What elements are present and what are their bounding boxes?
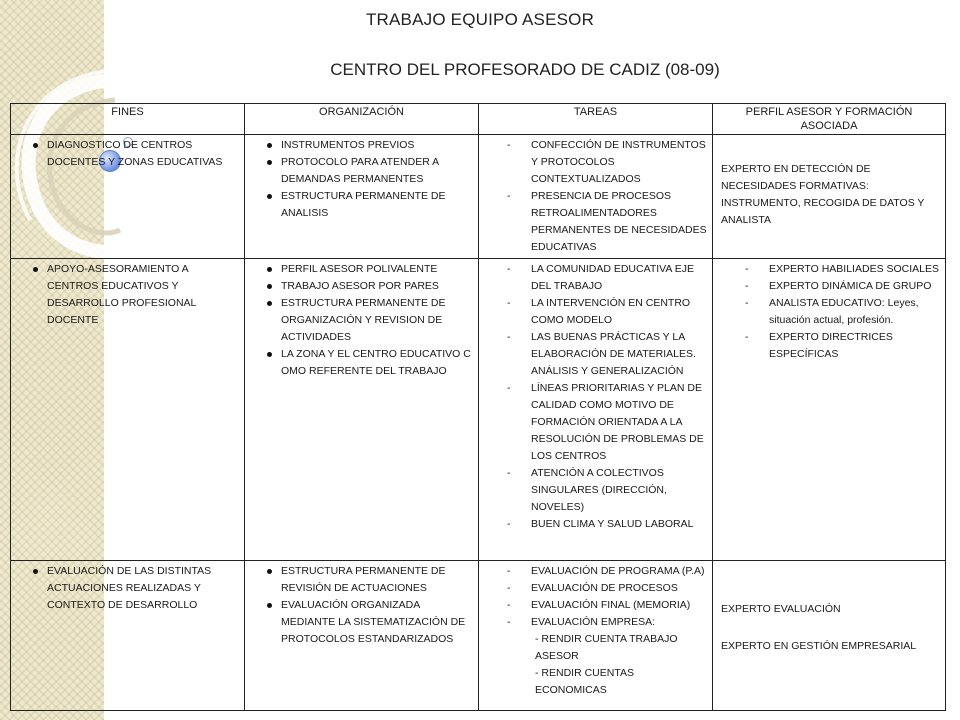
list-item: TRABAJO ASESOR POR PARES	[249, 278, 474, 295]
cell-organizacion	[245, 135, 479, 259]
cell-fines	[11, 135, 245, 259]
header-organizacion: ORGANIZACIÓN	[245, 104, 479, 135]
list-item: INSTRUMENTOS PREVIOS	[249, 137, 474, 154]
list-item: PROTOCOLO PARA ATENDER A DEMANDAS PERMANENTES	[249, 154, 474, 188]
list-item: - LÍNEAS PRIORITARIAS Y PLAN DE CALIDAD COMO MOTIVO DE FORMACIÓN ORIENTADA A LA RESOLUCIÓN DE PROBLEMAS DE LOS CENTROS	[483, 380, 708, 465]
list-item: - ANALISTA EDUCATIVO: Leyes, situación actual, profesión.	[717, 295, 941, 329]
advisor-work-table	[10, 103, 946, 711]
table-header-row	[11, 104, 946, 135]
perfil-text: EXPERTO EVALUACIÓN	[721, 603, 841, 615]
cell-tareas	[479, 135, 713, 259]
cell-perfil	[713, 135, 946, 259]
cell-perfil	[713, 259, 946, 561]
list-item: EVALUACIÓN DE LAS DISTINTAS ACTUACIONES REALIZADAS Y CONTEXTO DE DESARROLLO	[15, 563, 240, 614]
list-item: - BUEN CLIMA Y SALUD LABORAL	[483, 516, 708, 533]
list-item: - ATENCIÓN A COLECTIVOS SINGULARES (DIRECCIÓN, NOVELES)	[483, 465, 708, 516]
cell-fines	[11, 259, 245, 561]
list-item: ESTRUCTURA PERMANENTE DE ANALISIS	[249, 188, 474, 222]
list-item: - EVALUACIÓN DE PROCESOS	[483, 580, 708, 597]
list-subitem: - RENDIR CUENTA TRABAJO ASESOR	[535, 633, 678, 662]
header-tareas: TAREAS	[479, 104, 713, 135]
list-item: LA ZONA Y EL CENTRO EDUCATIVO C OMO REFERENTE DEL TRABAJO	[249, 346, 474, 380]
list-item: EVALUACIÓN ORGANIZADA MEDIANTE LA SISTEMATIZACIÓN DE PROTOCOLOS ESTANDARIZADOS	[249, 597, 474, 648]
cell-tareas	[479, 259, 713, 561]
list-item: - PRESENCIA DE PROCESOS RETROALIMENTADORES PERMANENTES DE NECESIDADES EDUCATIVAS	[483, 188, 708, 256]
table-row	[11, 135, 946, 259]
perfil-text: EXPERTO EN DETECCIÓN DE NECESIDADES FORMATIVAS: INSTRUMENTO, RECOGIDA DE DATOS Y ANALISTA	[721, 163, 925, 226]
perfil-text: EXPERTO EN GESTIÓN EMPRESARIAL	[721, 640, 917, 652]
cell-fines	[11, 561, 245, 711]
list-subitem: - RENDIR CUENTAS ECONOMICAS	[535, 667, 634, 696]
list-item: DIAGNOSTICO DE CENTROS DOCENTES Y ZONAS EDUCATIVAS	[15, 137, 240, 171]
cell-tareas	[479, 561, 713, 711]
cell-organizacion	[245, 259, 479, 561]
list-item: - EXPERTO DINÁMICA DE GRUPO	[717, 278, 941, 295]
list-item: - EXPERTO DIRECTRICES ESPECÍFICAS	[717, 329, 941, 363]
table-row	[11, 259, 946, 561]
list-item: - LAS BUENAS PRÁCTICAS Y LA ELABORACIÓN DE MATERIALES. ANÁLISIS Y GENERALIZACIÓN	[483, 329, 708, 380]
list-item: - EVALUACIÓN DE PROGRAMA (P.A)	[483, 563, 708, 580]
list-item: ESTRUCTURA PERMANENTE DE REVISIÓN DE ACTUACIONES	[249, 563, 474, 597]
page-title: TRABAJO EQUIPO ASESOR	[365, 10, 595, 29]
list-item: APOYO-ASESORAMIENTO A CENTROS EDUCATIVOS Y DESARROLLO PROFESIONAL DOCENTE	[15, 261, 240, 329]
list-item: PERFIL ASESOR POLIVALENTE	[249, 261, 474, 278]
table-row	[11, 561, 946, 711]
cell-organizacion	[245, 561, 479, 711]
list-item: ESTRUCTURA PERMANENTE DE ORGANIZACIÓN Y REVISION DE ACTIVIDADES	[249, 295, 474, 346]
list-item: - EVALUACIÓN FINAL (MEMORIA)	[483, 597, 708, 614]
list-item: - LA COMUNIDAD EDUCATIVA EJE DEL TRABAJO	[483, 261, 708, 295]
list-item: - LA INTERVENCIÓN EN CENTRO COMO MODELO	[483, 295, 708, 329]
list-item: - EXPERTO HABILIADES SOCIALES	[717, 261, 941, 278]
cell-perfil	[713, 561, 946, 711]
list-item: - CONFECCIÓN DE INSTRUMENTOS Y PROTOCOLOS CONTEXTUALIZADOS	[483, 137, 708, 188]
list-item: - EVALUACIÓN EMPRESA:	[483, 614, 708, 631]
header-perfil: PERFIL ASESOR Y FORMACIÓN ASOCIADA	[713, 104, 946, 135]
page-subtitle: CENTRO DEL PROFESORADO DE CADIZ (08-09)	[330, 60, 720, 79]
header-fines: FINES	[11, 104, 245, 135]
